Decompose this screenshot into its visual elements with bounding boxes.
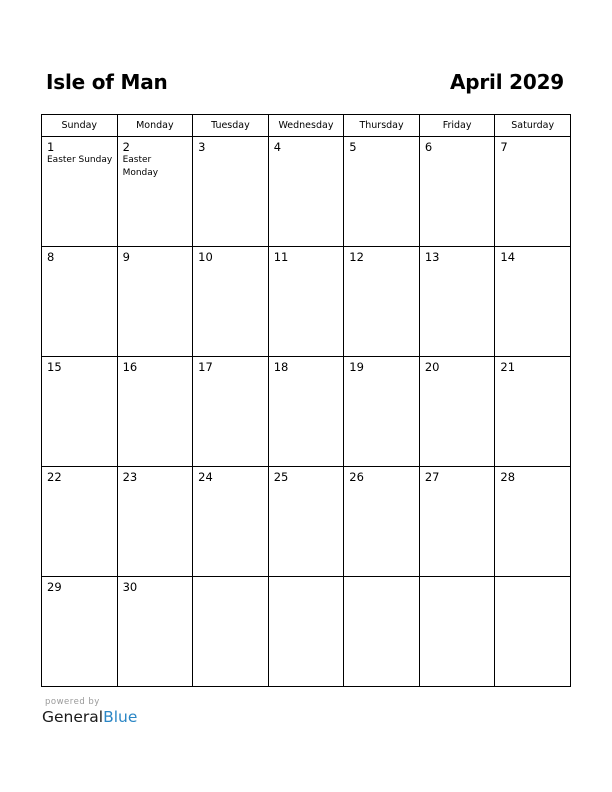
day-number: 10: [198, 250, 213, 264]
day-number: 28: [500, 470, 516, 484]
day-cell: [117, 137, 193, 247]
day-number: 22: [47, 470, 62, 484]
generalblue-logo[interactable]: [42, 708, 137, 726]
day-cell: [419, 467, 495, 577]
day-cell: [42, 577, 118, 687]
weekday-tuesday: Tuesday: [193, 115, 269, 137]
day-cell: [42, 357, 118, 467]
day-cell: [42, 247, 118, 357]
day-cell: [268, 137, 344, 247]
day-number: 23: [122, 470, 138, 484]
day-number: 21: [500, 360, 516, 374]
day-number: 18: [273, 360, 289, 374]
day-cell: [495, 357, 571, 467]
day-number: 13: [424, 250, 440, 264]
day-number: 24: [198, 470, 213, 484]
weekday-wednesday: Wednesday: [268, 115, 344, 137]
day-number: 20: [424, 360, 440, 374]
holiday-label: Easter Monday: [122, 155, 159, 178]
weekday-thursday: Thursday: [344, 115, 420, 137]
day-number: 25: [273, 470, 289, 484]
day-cell: [419, 137, 495, 247]
day-number: 4: [273, 140, 282, 154]
day-cell: [268, 467, 344, 577]
day-number: 2: [122, 140, 130, 154]
empty-day-cell: [495, 577, 571, 687]
day-cell: [495, 467, 571, 577]
empty-day-cell: [193, 577, 269, 687]
day-cell: [193, 467, 269, 577]
powered-by-text: powered by: [45, 697, 100, 707]
day-cell: [117, 357, 193, 467]
week-row: [42, 137, 571, 247]
day-number: 9: [122, 250, 130, 264]
week-row: [42, 247, 571, 357]
week-row: [42, 357, 571, 467]
day-cell: [344, 357, 420, 467]
day-cell: [117, 577, 193, 687]
day-number: 5: [349, 140, 357, 154]
day-cell: [419, 247, 495, 357]
day-number: 29: [47, 580, 62, 594]
day-number: 7: [500, 140, 508, 154]
day-number: 19: [349, 360, 364, 374]
day-number: 11: [273, 250, 289, 264]
day-cell: [495, 247, 571, 357]
empty-day-cell: [419, 577, 495, 687]
day-number: 26: [349, 470, 364, 484]
weekday-friday: Friday: [419, 115, 495, 137]
day-cell: [193, 247, 269, 357]
day-number: 3: [198, 140, 206, 154]
day-number: 14: [500, 250, 516, 264]
calendar-month-title: April 2029: [450, 70, 564, 94]
day-cell: [117, 467, 193, 577]
day-number: 6: [424, 140, 433, 154]
day-cell: [268, 357, 344, 467]
day-cell: [42, 467, 118, 577]
day-cell: [344, 467, 420, 577]
day-number: 27: [424, 470, 440, 484]
weekday-header-row: [42, 115, 571, 137]
weekday-monday: Monday: [117, 115, 193, 137]
day-cell: [344, 137, 420, 247]
day-cell: [193, 137, 269, 247]
day-cell: [193, 357, 269, 467]
day-number: 30: [122, 580, 138, 594]
day-cell: [268, 247, 344, 357]
day-cell: [419, 357, 495, 467]
weekday-saturday: Saturday: [495, 115, 571, 137]
day-number: 1: [47, 140, 55, 154]
empty-day-cell: [344, 577, 420, 687]
day-cell: [42, 137, 118, 247]
day-cell: [495, 137, 571, 247]
day-number: 8: [47, 250, 55, 264]
day-number: 15: [47, 360, 62, 374]
day-cell: [344, 247, 420, 357]
day-number: 17: [198, 360, 213, 374]
weekday-sunday: Sunday: [42, 115, 118, 137]
logo-blue-text: Blue: [103, 708, 138, 726]
logo-general-text: General: [42, 708, 104, 726]
holiday-label: Easter Sunday: [47, 155, 113, 165]
day-number: 16: [122, 360, 138, 374]
week-row: [42, 577, 571, 687]
week-row: [42, 467, 571, 577]
day-cell: [117, 247, 193, 357]
empty-day-cell: [268, 577, 344, 687]
calendar-region-title: Isle of Man: [46, 70, 168, 94]
day-number: 12: [349, 250, 364, 264]
calendar-grid: [41, 114, 571, 687]
